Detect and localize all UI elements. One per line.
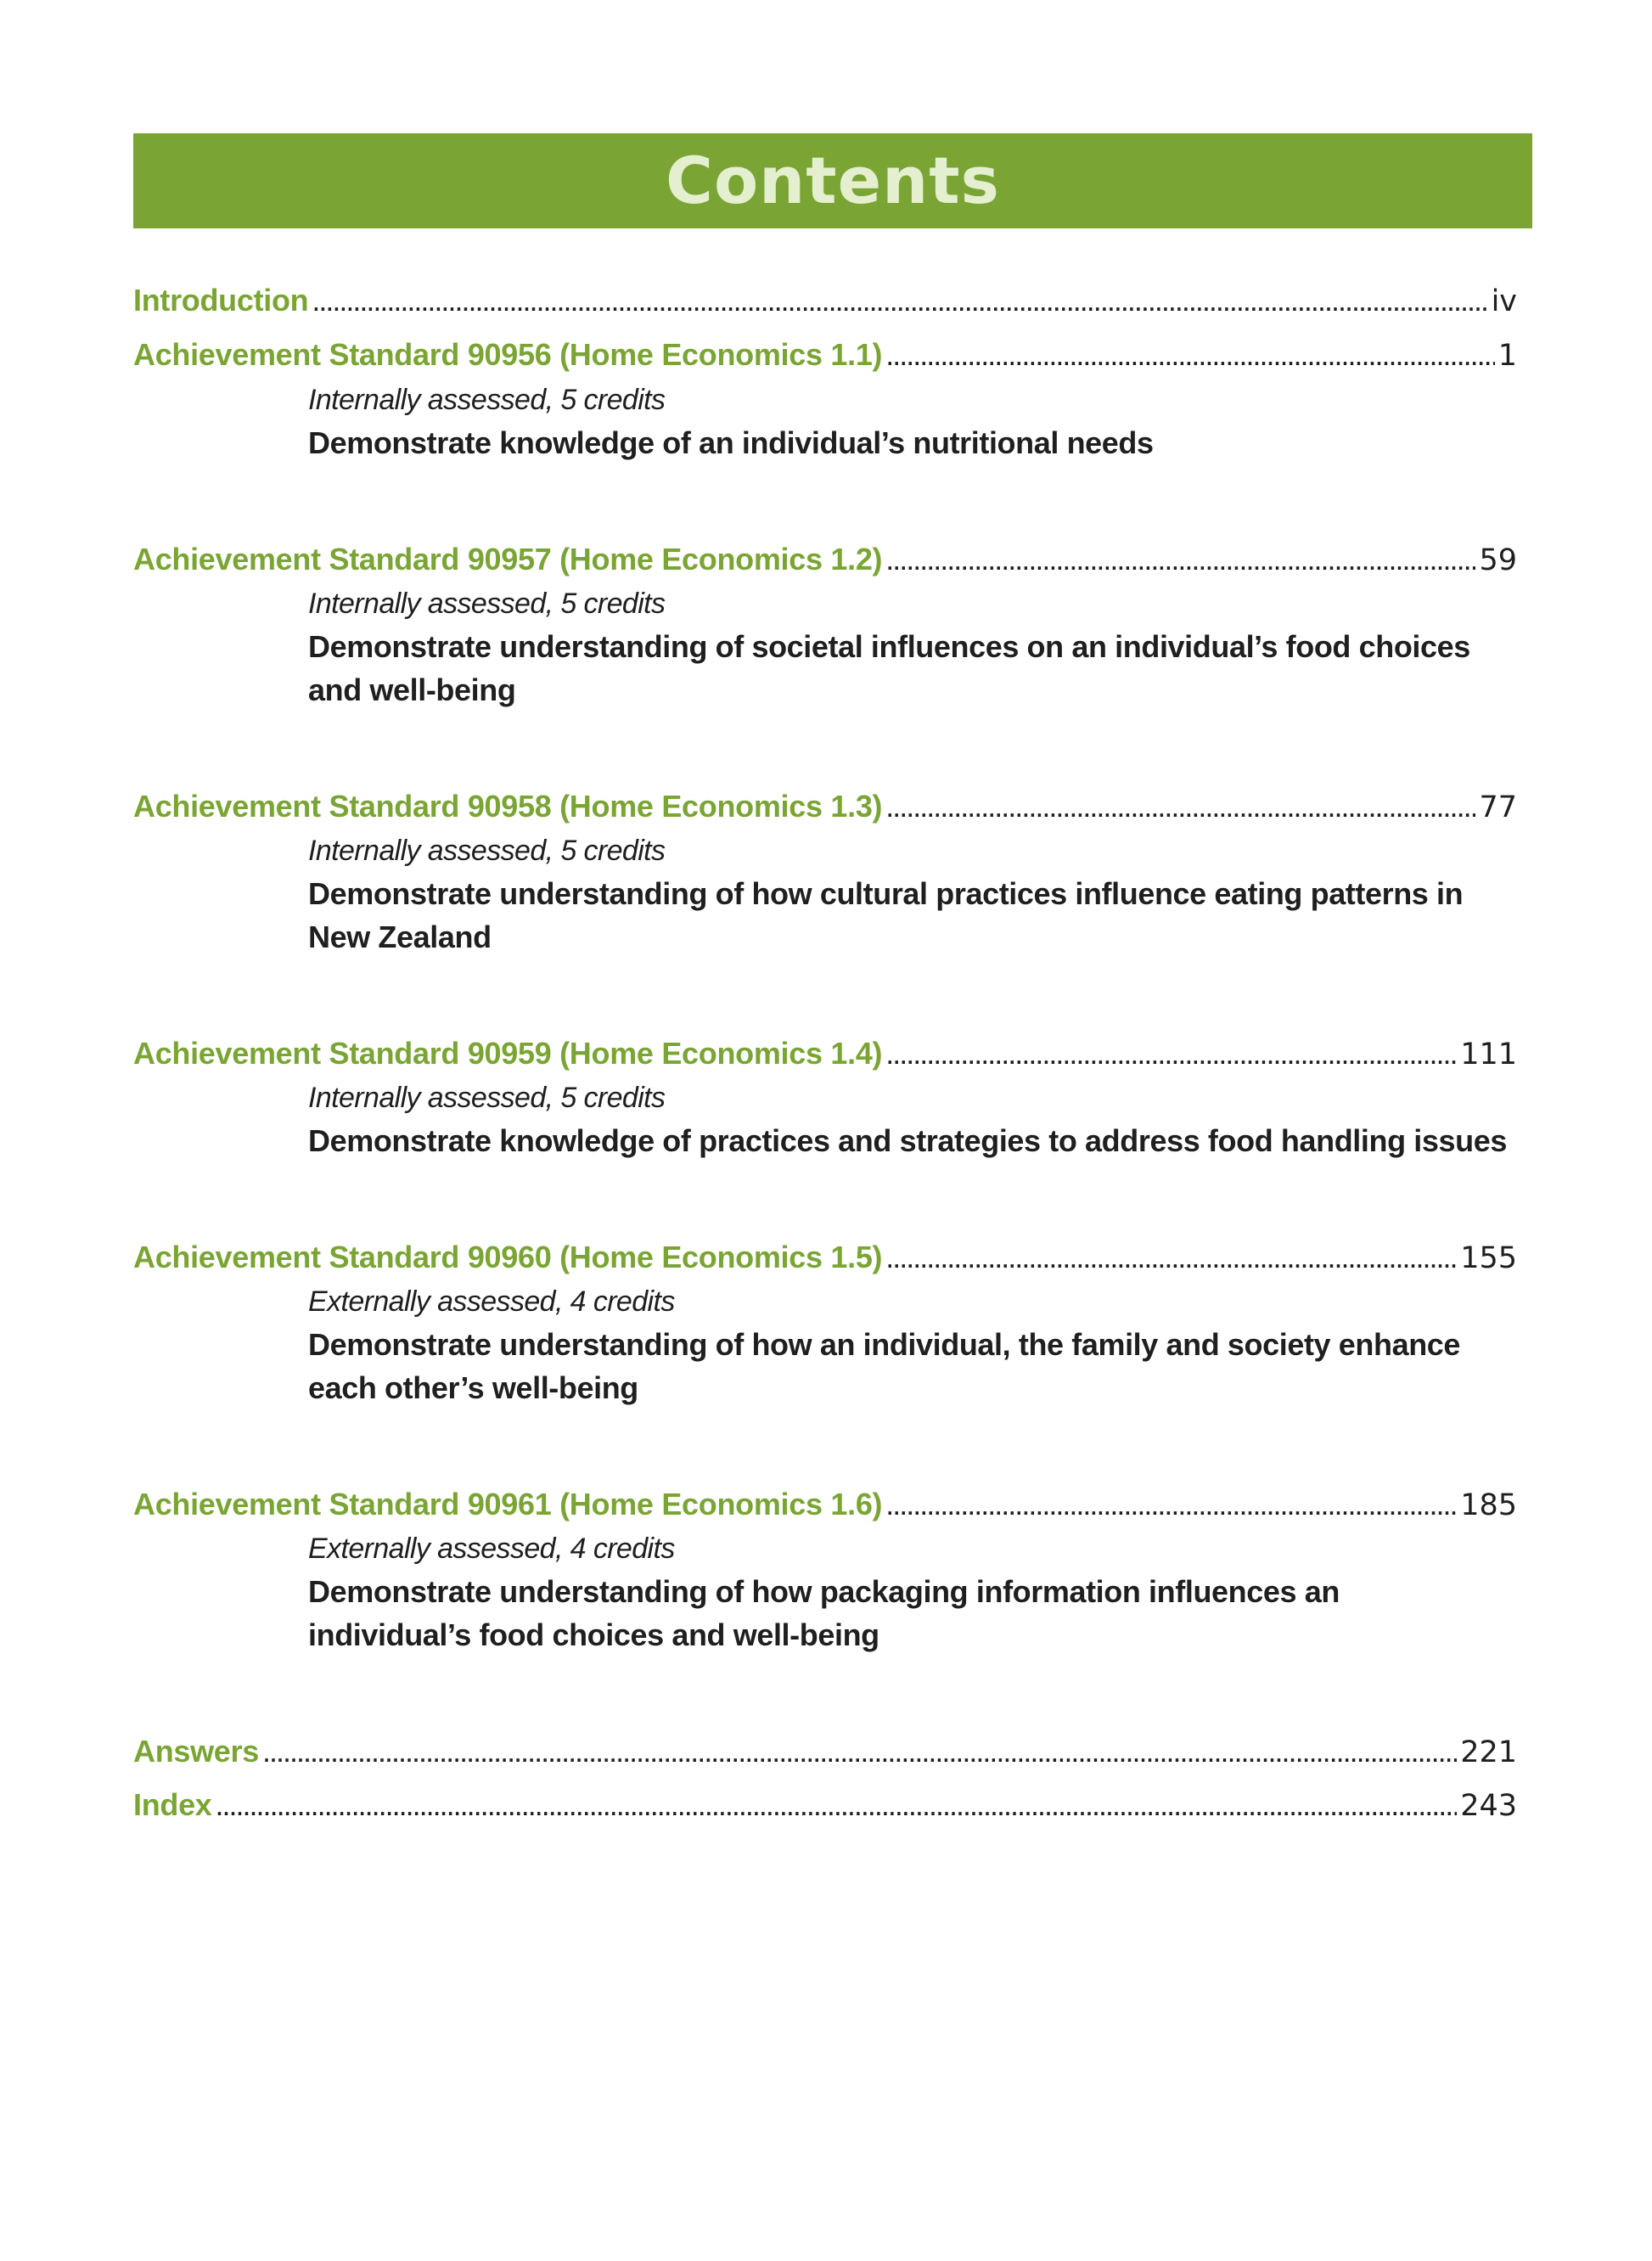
toc-page-number: iv (1491, 284, 1517, 318)
dot-leader (885, 1032, 1457, 1075)
toc-page-number: 59 (1479, 543, 1517, 577)
toc-entry-introduction[interactable] (133, 279, 1517, 322)
standard-description-line: Demonstrate understanding of how packaging information influences an (308, 1574, 1340, 1609)
assessment-info: Internally assessed, 5 credits (308, 835, 666, 867)
toc-entry-index[interactable] (133, 1784, 1517, 1826)
toc-entry-title: Achievement Standard 90960 (Home Economics 1.5) (133, 1240, 883, 1274)
assessment-info: Internally assessed, 5 credits (308, 384, 666, 416)
toc-page-number: 243 (1460, 1789, 1517, 1823)
assessment-info: Externally assessed, 4 credits (308, 1285, 675, 1318)
standard-description-line: and well-being (308, 672, 516, 707)
standard-description-line: individual’s food choices and well-being (308, 1617, 879, 1652)
toc-entry-standard-90959[interactable] (133, 1032, 1517, 1075)
toc-entry-standard-90960[interactable] (133, 1236, 1517, 1279)
toc-entry-title: Achievement Standard 90961 (Home Economics 1.6) (133, 1487, 883, 1521)
toc-entry-details (308, 582, 1522, 711)
toc-entry-standard-90961[interactable] (133, 1483, 1517, 1526)
toc-page-number: 155 (1460, 1241, 1517, 1275)
standard-description-line: Demonstrate understanding of how an individual, the family and society enhance (308, 1327, 1461, 1362)
dot-leader (312, 279, 1487, 322)
toc-entry-title: Answers (133, 1734, 259, 1769)
standard-description-line: each other’s well-being (308, 1370, 638, 1405)
standard-description-line: Demonstrate understanding of societal influences on an individual’s food choices (308, 629, 1470, 664)
dot-leader (216, 1784, 1458, 1826)
toc-entry-title: Achievement Standard 90959 (Home Economics 1.4) (133, 1036, 883, 1071)
toc-entry-answers[interactable] (133, 1730, 1517, 1773)
toc-page-number: 1 (1497, 339, 1517, 373)
toc-entry-standard-90957[interactable] (133, 538, 1517, 581)
toc-entry-title: Introduction (133, 283, 309, 318)
assessment-info: Internally assessed, 5 credits (308, 1082, 666, 1114)
toc-entry-details (308, 830, 1522, 959)
toc-entry-title: Index (133, 1787, 212, 1822)
table-of-contents (133, 0, 1517, 2261)
assessment-info: Internally assessed, 5 credits (308, 588, 666, 620)
standard-description-line: New Zealand (308, 920, 492, 954)
standard-description-line: Demonstrate knowledge of practices and strategies to address food handling issues (308, 1123, 1507, 1158)
standard-description-line: Demonstrate understanding of how cultural practices influence eating patterns in (308, 876, 1464, 911)
toc-entry-details (308, 379, 1522, 464)
dot-leader (885, 334, 1494, 376)
toc-entry-details (308, 1527, 1522, 1656)
toc-entry-title: Achievement Standard 90956 (Home Economics 1.1) (133, 337, 883, 372)
assessment-info: Externally assessed, 4 credits (308, 1533, 675, 1565)
toc-page-number: 221 (1460, 1735, 1517, 1769)
dot-leader (885, 1483, 1457, 1526)
dot-leader (885, 1236, 1457, 1279)
dot-leader (885, 785, 1475, 828)
dot-leader (262, 1730, 1457, 1773)
toc-entry-standard-90956[interactable] (133, 334, 1517, 376)
toc-entry-details (308, 1280, 1522, 1409)
toc-page-number: 77 (1479, 790, 1517, 824)
toc-entry-title: Achievement Standard 90957 (Home Economics 1.2) (133, 542, 883, 576)
toc-entry-details (308, 1077, 1522, 1162)
toc-entry-title: Achievement Standard 90958 (Home Economics 1.3) (133, 789, 883, 824)
toc-entry-standard-90958[interactable] (133, 785, 1517, 828)
toc-page-number: 111 (1460, 1038, 1517, 1071)
standard-description-line: Demonstrate knowledge of an individual’s nutritional needs (308, 425, 1154, 460)
dot-leader (885, 538, 1475, 581)
toc-page-number: 185 (1460, 1488, 1517, 1522)
page-title: Contents (666, 143, 1000, 218)
